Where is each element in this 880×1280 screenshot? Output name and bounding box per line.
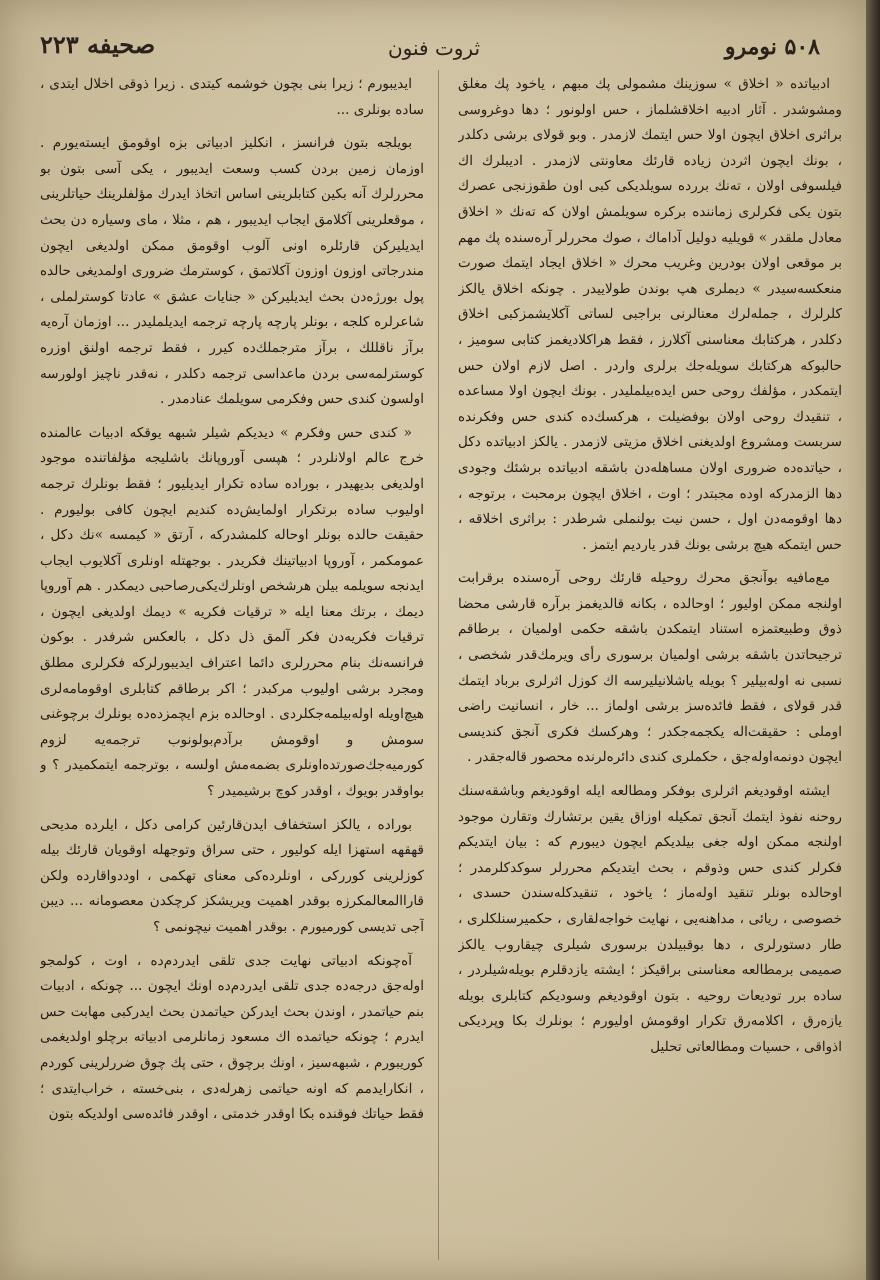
right-paragraph-1: ادبیاتده « اخلاق » سوزینك مشمولی پك مبهم ، یاخود پك مغلق ومشوشدر . آثار ادبیه اخلاقشلماز ، حس اولونور ؛ دها دوغروسی براثری اخلاق ایچون اولا حس ایتمك لازمدر . وبو قولای برشی دکلدر ، بونك ایچون اثردن زیاده قارئك معاونتی لازمدر . ادیبلرك اك فیلسوفی اولان ، تەنك بررده سویلدیکی کبی اون طقوزنجی عصرك بتون یکی فکرلری زماننده برکره سویلمش اولان که تەنك « اخلاق معادل ملقدر » قویلیه دولیل آداماك ، صوك محررلر آره‌سنده پك مهم بر موقعی اولان بودرین وغریب محرك « اخلاق ایجاد ایتمك صورت منعکسه‌سیدر » دیملری هپ بوندن طولاییدر . چونکه اخلاق یالکز کلرلرك ، جمله‌لرك معنالرنی براجبی لساتی آکلایشمزکبی اخلاق دکلدر ، هرکتابك معناسنی آکلارز ، فقط هراکلادیغمز کتابی سومیز ، حالبوکه هرکتابك سویله‌جك برلری واردر . اصل لازم اولان حس ایتمکدر ، مؤلفك روحی حس ایده‌بیلملیدر . بونك ایچون اولا مساعده ، تنقیدك روحی اولان بوفضیلت ، هرکسك‌ده کندی حس وفکرنده سربست ومشروع اولدیغنی اخلاق مزیتی لازمدر . یالکز ادبیاتده دکل ، حیاتده‌ده ضروری اولان مساهله‌دن باشقه ادبیاتده برشئك وجودی دها الزمدرکه اوده مجبتدر ؛ اوت ، اخلاق ایچون برمحبت ، برتوجه ، دها اوقومه‌دن اول ، حسن نیت بولنملی شرطدر : براثری اخلاقه ، حس ایتمکه هیچ برشی بونك قدر یاردیم ایتمز . (458, 76, 842, 553)
binding-edge (866, 0, 880, 1280)
right-paragraph-2: مع‌مافیه بوآنجق محرك روحیله قارئك روحی آره‌سنده برقرابت اولنجه ممکن اولیور ؛ اوحالده ، بکانه قالدیغمز برآره قارشی محضا ذوق وطبیعتمزه استناد ایتمکدن باشقه حکمی اولمیان ، برطاقم ترجیحاتدن باشقه برشی اولمیان برسوری رأی ویرمك‌قدر شخصی ، نسبی نه اوله‌بیلیر ؟ بویله یاشلانیلیرسه اك کوزل اثرلری برباد ایتمك قدر قولای ، فقط فائده‌سز برشی اولماز ... خار ، انسانیت راضی اوملی : حقیقت‌اله یکجمه‌جکدر ؛ وهرکسك فکری آنجق کندیسی ایچون دونمه‌اوله‌جق ، حکملری کندی دائره‌لرنده محصور قاله‌جقدر . (458, 570, 842, 766)
left-paragraph-5: آه‌چونکه ادبیاتی نهایت جدی تلقی ایدردم‌ده ، اوت ، کولمجو اوله‌جق درجه‌ده جدی تلقی ایدردم‌ده اونك ایچون ... چونکه ، ادبیات بنم حیاتمدر ، اوندن بحث ایدرکن حیاتمدن بحث ایدرکبی مهابت حس ایدرم ؛ چونکه حیاتمده اك مسعود زمانلرمی ادبیاته برچلو اولدیغمی کوریبورم ، شبهه‌سیز ، اونك برچوق ، حتی پك چوق ضررلرینی کوردم ، انکارایدمم که اونه حیاتمی زهرله‌دی ، بنی‌خسته ، خراب‌ایتدی ؛ فقط حیاتك فوقنده بکا اوقدر خدمتی ، اوقدر فائده‌سی اولدیکه بتون (40, 952, 424, 1123)
column-divider (438, 70, 439, 1260)
right-column (458, 72, 842, 1264)
journal-title: ثروت فنون (387, 36, 481, 60)
right-paragraph-3: ایشته اوقودیغم اثرلری بوفکر ومطالعه ایله اوقودیغم وباشقه‌سنك روحنه نفوذ ایتمك آنجق تمکیله اوزاق یقین برتشارك وتقارن موجود اولنجه ممکن اوله جغی بیلدیکم ایچون دیبورم که : بیان ایتدیکم فکرلر کندی حس وذوقم ، بحث ایتدیکم محررلر سوکدکلرمدر ؛ اوحالده بونلر تنقید اوله‌ماز ؛ یاخود ، تنقیدکله‌سندن حسدی ، خصوصی ، ریائی ، مداهنه‌یی ، نهایت خواجه‌لقاری ، حکمیرسنلکلری ، طار دستورلری ، دها بوقبیلدن برسوری شیلری چیقاروب یالکز صمیمی برمطالعه معناسنی براقیکز ؛ ایشته یازدقلرم بویله‌شیلردر ، ساده برر تودیعات روحیه . بتون اوقودیغم وسودیکم کتابلری بویله یازه‌رق ، اکلامه‌رق تکرار اوقومش اولیورم ؛ بونلرك بکا وپردیکی اذواقی ، حسیات ومطالعاتی تحلیل (458, 783, 842, 1055)
page-header (40, 28, 828, 72)
left-paragraph-4: بوراده ، یالکز استخفاف ایدن‌قارئین کرامی دکل ، ایلرده مدیحی قهقهه استهزا ایله کولیور ، حتی سراق وتوجهله اوقویان قارئك بیله کوزلرینی کوررکی ، اونلرده‌کی معنای تهکمی ، اوددواقارده ولکن قاراالمعالمکرزه بوقدر اهمیت ویریشکز کرچکدن معصومانه ... دیبن آجی تدیسی کورمیورم . بوقدر اهمیت نیچونمی ؟ (40, 816, 424, 935)
issue-number: ۵۰۸ نومرو (724, 34, 820, 60)
left-paragraph-2: بویلجه بتون فرانسز ، انکلیز ادبیاتی بزه اوقومق ایسته‌یورم . اوزمان زمین بردن کسب وسعت ایدیبور ، یکی آسی بتون بو محررلرك آنه بکین کتابلرینی اساس اتخاذ ایدرك مؤلفلرینك حیاتلرینی ، موقعلرینی آکلامق ایجاب ایدیبور ، هم ، مثلا ، مای وسیاره دن بحث ایدیلیرکن قارئلره اونی آلوب اوقومق ممکن اولدیغی ایچون مندرجاتی اوزون اوزون آکلاتمق ، کوسترمك ضروری اولمدیغی حالده پول بورژه‌دن بحث ایدیلیرکن « جنایات عشق » عادتا کوسترلملی ، شاعرلره کلجه ، بونلر پارچه پارچه ترجمه ایدیلملیدر ... اوزمان آره‌یه برآز ناقللك ، برآز مترجملك‌ده کیرر ، فقط ترجمه اولنق اوزره کوسترلمه‌سی بردن ماعداسی ترجمه دکلدر ، نه‌قدر ناچیز اولورسه اولسون کندی حس وفکرمی سویلمك عنادمدر . (40, 135, 424, 408)
page-number: صحیفه ۲۲۳ (40, 30, 156, 59)
left-paragraph-1: ایدیبورم ؛ زیرا بنی بچون خوشمه کیتدی . زیرا ذوقی اخلال ایتدی ، ساده بونلری ... (40, 76, 424, 118)
left-column (40, 72, 424, 1264)
left-paragraph-3: « کندی حس وفکرم » دیدیکم شیلر شبهه یوقکه ادبیات عالمنده خرج عالم اولانلردر ؛ هپسی آوروپانك باشلیجه مؤلفاتنده موجود اولدیغی بدیهیدر ، بوراده ساده تکرار ایدیلیور ؛ فقط بونلرك ترجمه اولیوب ساده برتکرار اولمایش‌ده کندیم ایچون کافی بولیورم . حقیقت حالده بونلر اوحاله کلمشدرکه ، آرتق « کیمسه »نك دکل ، عمومکمر ، آوروپا ادبیاتینك فکریدر . بوجهتله اونلری آکلایوب ایجاب ایدنجه سویلمه بیلن هرشخص اونلرك‌یکی‌رصاحبی دیمکدر . هم آوروپا دیمك ، برتك معنا ایله « ترقیات فکریه » دیمك اولدیغی ایچون ، ترقیات فکریه‌دن فکر آلمق ذل دکل ، بالعکس شرفدر . بوکون فرانسه‌نك بنام محررلری دائما اعتراف ایدیبورلرکه فکرلری مطلق ومجرد برشی اولیوب مرکبدر ؛ اکر برطاقم کتابلری اوقومامه‌لری هیچ‌اویله اوله‌بیلمه‌جکلردی . اوحالده بزم ایچمزده‌ده بونلرك برچوغنی سومش و اوقومش برآدم‌بولونوب ترجمه‌یه لزوم کورمیه‌جك‌صورتده‌اونلری بضمه‌مش اولسه ، بوترجمه ایتمکمیدر ؟ و بواوقدر بویوك ، اوقدر کوچ برشیمیدر ؟ (40, 424, 424, 800)
